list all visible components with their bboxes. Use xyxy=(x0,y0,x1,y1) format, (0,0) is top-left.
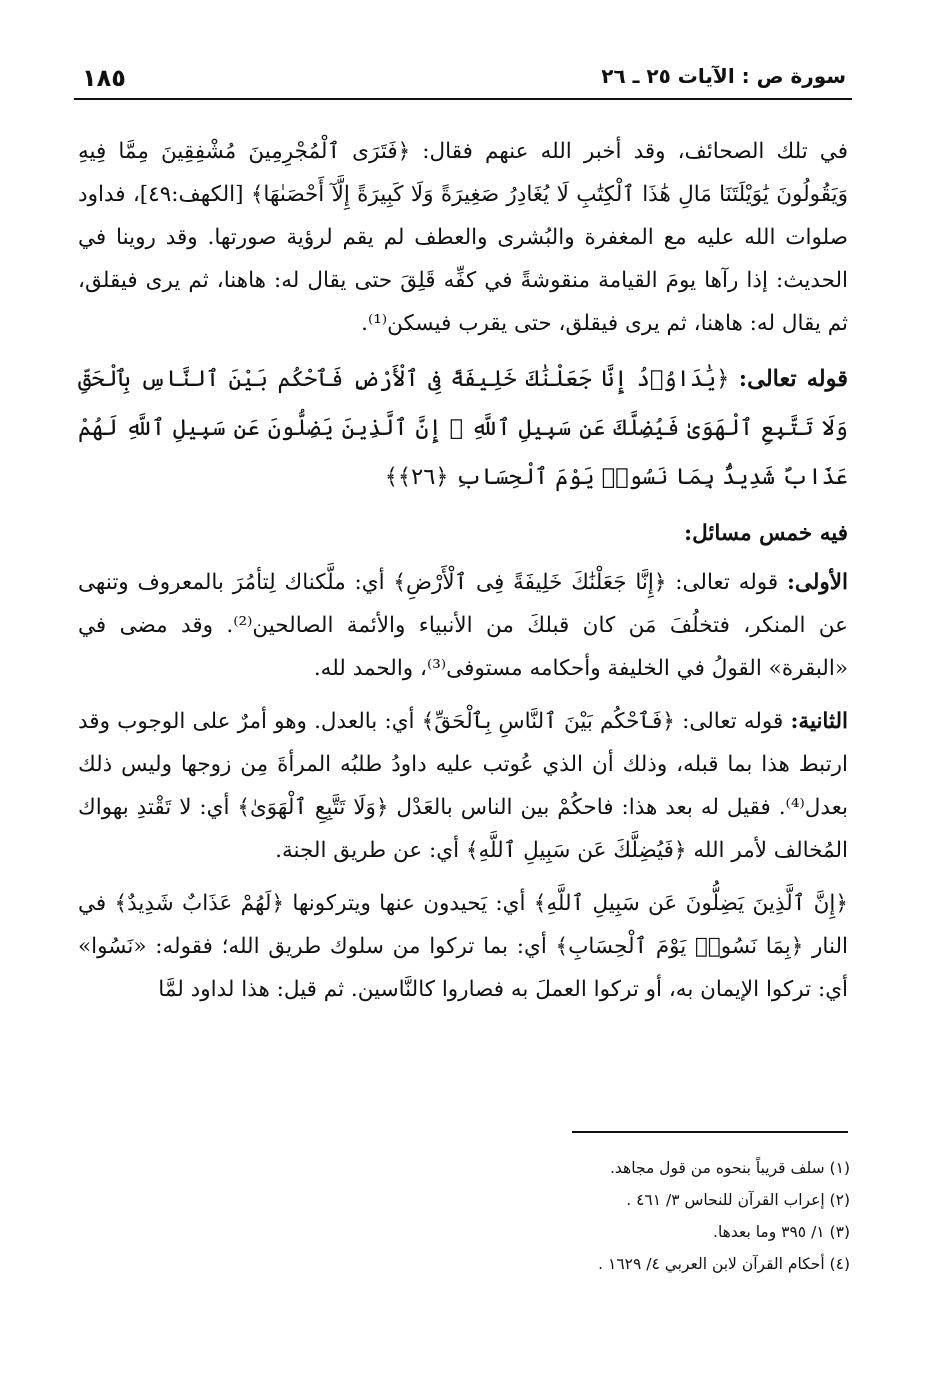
quran-verse-text: ﴿يَٰدَاوُۥدُ إِنَّا جَعَلْنَٰكَ خَلِيفَةً فِى ٱلْأَرْضِ فَٱحْكُم بَيْنَ ٱلنَّاسِ بِٱلْحَقِّ وَلَا تَتَّبِعِ ٱلْهَوَىٰ فَيُضِلَّكَ عَن سَبِيلِ ٱللَّهِ ۚ إِنَّ ٱلَّذِينَ يَضِلُّونَ عَن سَبِيلِ ٱللَّهِ لَهُمْ عَذَابٌ شَدِيدٌۢ بِمَا نَسُوا۟ يَوْمَ ٱلْحِسَابِ ﴿٢٦﴾﴾ xyxy=(78,366,848,490)
paragraph-intro xyxy=(78,130,848,345)
footnote-item: (٣) ١/ ٣٩٥ وما بعدها. xyxy=(713,1223,850,1241)
footnote-divider xyxy=(572,1131,848,1133)
paragraph-text: قوله تعالى: ﴿فَٱحْكُم بَيْنَ ٱلنَّاسِ بِٱلْحَقِّ﴾ أي: بالعدل. وهو أمرٌ على الوجوب وقد ارتبط هذا بما قبله، وذلك أن الذي عُوتب عليه داودُ طلبُه المرأةَ مِن زوجها وليس ذلك بعدل⁽⁴⁾. فقيل له بعد هذا: فاحكُمْ بين الناس بالعَدْل ﴿وَلَا تَتَّبِعِ ٱلْهَوَىٰ﴾ أي: لا تَقْتدِ بهواك المُخالف لأمر الله ﴿فَيُضِلَّكَ عَن سَبِيلِ ٱللَّهِ﴾ أي: عن طريق الجنة. xyxy=(78,709,848,863)
paragraph-lead: الثانية: xyxy=(790,709,848,734)
paragraph-issues-heading xyxy=(78,512,848,555)
paragraph-text: في تلك الصحائف، وقد أخبر الله عنهم فقال: ﴿فَتَرَى ٱلْمُجْرِمِينَ مُشْفِقِينَ مِمَّا فِيهِ وَيَقُولُونَ يَٰوَيْلَتَنَا مَالِ هَٰذَا ٱلْكِتَٰبِ لَا يُغَادِرُ صَغِيرَةً وَلَا كَبِيرَةً إِلَّآ أَحْصَىٰهَا﴾ [الكهف:٤٩]، فداود صلوات الله عليه مع المغفرة والبُشرى والعطف لم يقم لرؤية صورتها. وقد روينا في الحديث: إذا رآها يومَ القيامة منقوشةً في كفِّه قَلِقَ حتى يقال له: هاهنا، ثم يرى فيقلق، ثم يقال له: هاهنا، ثم يرى فيقلق، حتى يقرب فيسكن⁽¹⁾. xyxy=(78,139,849,336)
paragraph-lead: قوله تعالى: xyxy=(738,366,848,392)
paragraph-verse xyxy=(78,355,848,502)
page-number: ١٨٥ xyxy=(82,64,126,92)
paragraph-lead: الأولى: xyxy=(786,570,848,595)
paragraph-first-issue xyxy=(78,561,848,690)
issues-heading: فيه خمس مسائل: xyxy=(684,521,848,546)
footnote-item: (٤) أحكام القرآن لابن العربي ٤/ ١٦٢٩ . xyxy=(598,1255,850,1273)
paragraph-text: قوله تعالى: ﴿إِنَّا جَعَلْنَٰكَ خَلِيفَةً فِى ٱلْأَرْضِ﴾ أي: ملَّكناك لِتأمُرَ بالمعروف وتنهى عن المنكر، فتخلُفَ مَن كان قبلكَ من الأنبياء والأئمة الصالحين⁽²⁾. وقد مضى في «البقرة» القولُ في الخليفة وأحكامه مستوفى⁽³⁾، والحمد لله. xyxy=(78,570,848,681)
paragraph-second-issue xyxy=(78,700,848,872)
footnotes xyxy=(290,1152,850,1280)
paragraph-continuation xyxy=(78,882,848,1011)
running-header xyxy=(74,58,852,100)
paragraph-text: ﴿إِنَّ ٱلَّذِينَ يَضِلُّونَ عَن سَبِيلِ ٱللَّهِ﴾ أي: يَحيدون عنها ويتركونها ﴿لَهُمْ عَذَابٌ شَدِيدٌ﴾ في النار ﴿بِمَا نَسُوا۟ يَوْمَ ٱلْحِسَابِ﴾ أي: بما تركوا من سلوك طريق الله؛ فقوله: «نَسُوا» أي: تركوا الإيمان به، أو تركوا العملَ به فصاروا كالنَّاسين. ثم قيل: هذا لداود لمَّا xyxy=(78,891,848,1002)
main-text xyxy=(78,130,848,1021)
footnote-item: (٢) إعراب القرآن للنحاس ٣/ ٤٦١ . xyxy=(626,1191,850,1209)
footnote-item: (١) سلف قريباً بنحوه من قول مجاهد. xyxy=(609,1159,850,1177)
surah-title: سورة ص : الآيات ٢٥ ـ ٢٦ xyxy=(601,64,846,88)
